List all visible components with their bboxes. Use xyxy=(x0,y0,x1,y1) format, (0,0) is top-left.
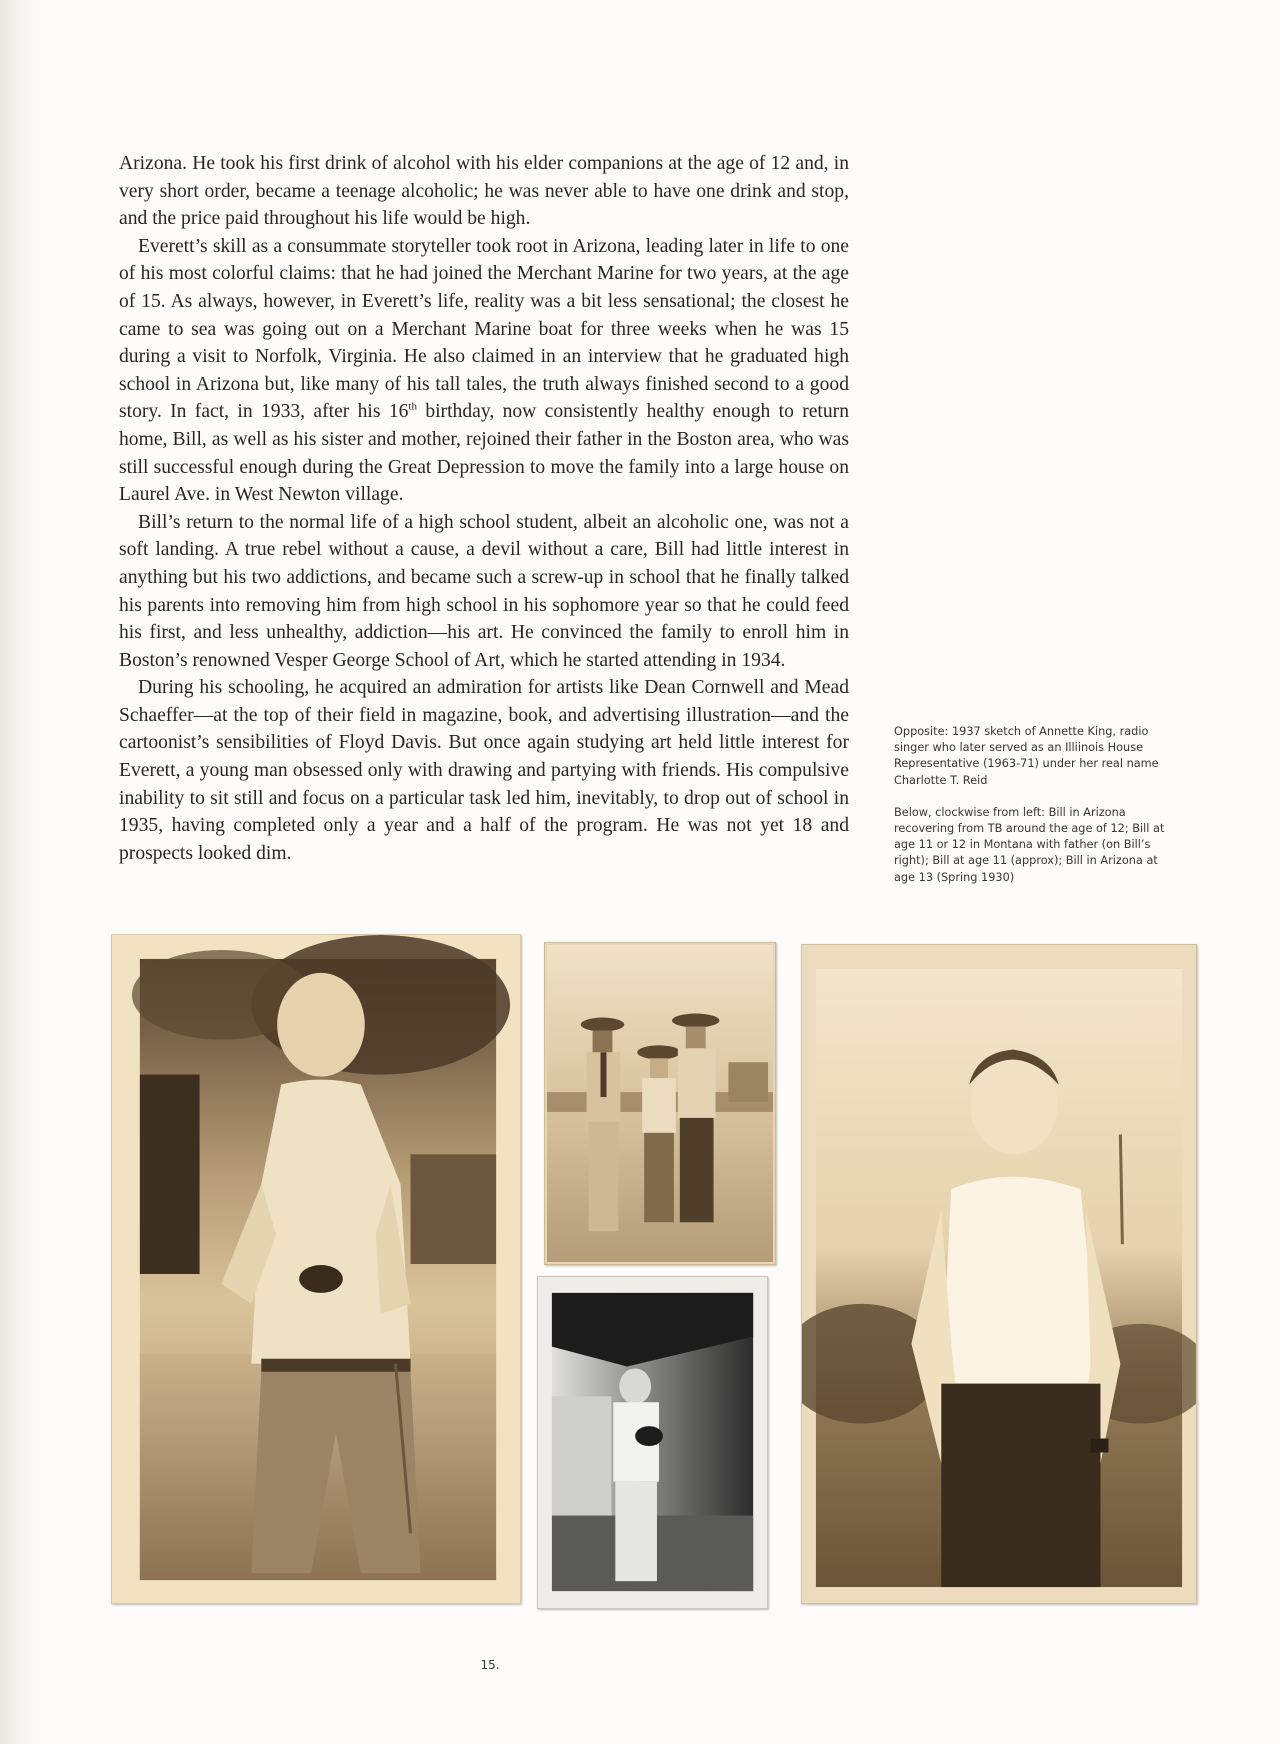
photo-three-figures-hats xyxy=(544,942,776,1265)
photo-boy-black-white-image xyxy=(538,1277,767,1608)
caption-below: Below, clockwise from left: Bill in Arizona recovering from TB around the age of 12; Bill at age 11 or 12 in Montana with father (on Bill’s right); Bill at age 11 (approx); Bill in Arizona at age 13 (Spring 1930) xyxy=(894,805,1165,884)
photo-smiling-boy xyxy=(801,944,1197,1604)
paragraph-2-part-a: Everett’s skill as a consummate storyteller took root in Arizona, leading later in life to one of his most colorful claims: that he had joined the Merchant Marine for two years, at the age of 15. As always, however, in Everett’s life, reality was a bit less sensational; the closest he came to sea was going out on a Merchant Marine boat for three weeks when he was 15 during a visit to Norfolk, Virginia. He also claimed in an interview that he graduated high school in Arizona but, like many of his tall tales, the truth always finished second to a good story. In fact, in 1933, after his 16 xyxy=(119,235,849,423)
photo-smiling-boy-image xyxy=(802,945,1196,1603)
article-body xyxy=(119,150,849,867)
photo-boy-black-white xyxy=(537,1276,768,1609)
photo-boy-holding-animal xyxy=(111,934,521,1604)
page-gutter-shadow xyxy=(0,0,40,1744)
ordinal-superscript: th xyxy=(408,400,417,413)
caption-opposite: Opposite: 1937 sketch of Annette King, radio singer who later served as an Illiinois House Representative (1963-71) under her real name Charlotte T. Reid xyxy=(894,725,1159,787)
photo-captions xyxy=(894,724,1172,902)
page-number: 15. xyxy=(480,1658,500,1672)
article-paragraph-3: Bill’s return to the normal life of a high school student, albeit an alcoholic one, was not a soft landing. A true rebel without a cause, a devil without a care, Bill had little interest in anything but his two addictions, and became such a screw-up in school that he finally talked his parents into removing him from high school in his sophomore year so that he could feed his first, and less unhealthy, addiction—his art. He convinced the family to enroll him in Boston’s renowned Vesper George School of Art, which he started attending in 1934. xyxy=(119,511,849,671)
photo-boy-holding-animal-image xyxy=(112,935,520,1603)
article-paragraph-2 xyxy=(119,233,849,509)
article-paragraph-1: Arizona. He took his first drink of alcohol with his elder companions at the age of 12 and, in very short order, became a teenage alcoholic; he was never able to have one drink and stop, and the price paid throughout his life would be high. xyxy=(119,153,849,230)
photo-three-figures-hats-image xyxy=(545,943,775,1264)
article-paragraph-4: During his schooling, he acquired an admiration for artists like Dean Cornwell and Mead Schaeffer—at the top of their field in magazine, book, and advertising illustration—and the cartoonist’s sensibilities of Floyd Davis. But once again studying art held little interest for Everett, a young man obsessed only with drawing and partying with friends. His compulsive inability to sit still and focus on a particular task led him, inevitably, to drop out of school in 1935, having completed only a year and a half of the program. He was not yet 18 and prospects looked dim. xyxy=(119,677,849,864)
paragraph-2-part-b: birthday, now consistently healthy enough to return home, Bill, as well as his sister and mother, rejoined their father in the Boston area, who was still successful enough during the Great Depression to move the family into a large house on Laurel Ave. in West Newton village. xyxy=(119,401,849,506)
